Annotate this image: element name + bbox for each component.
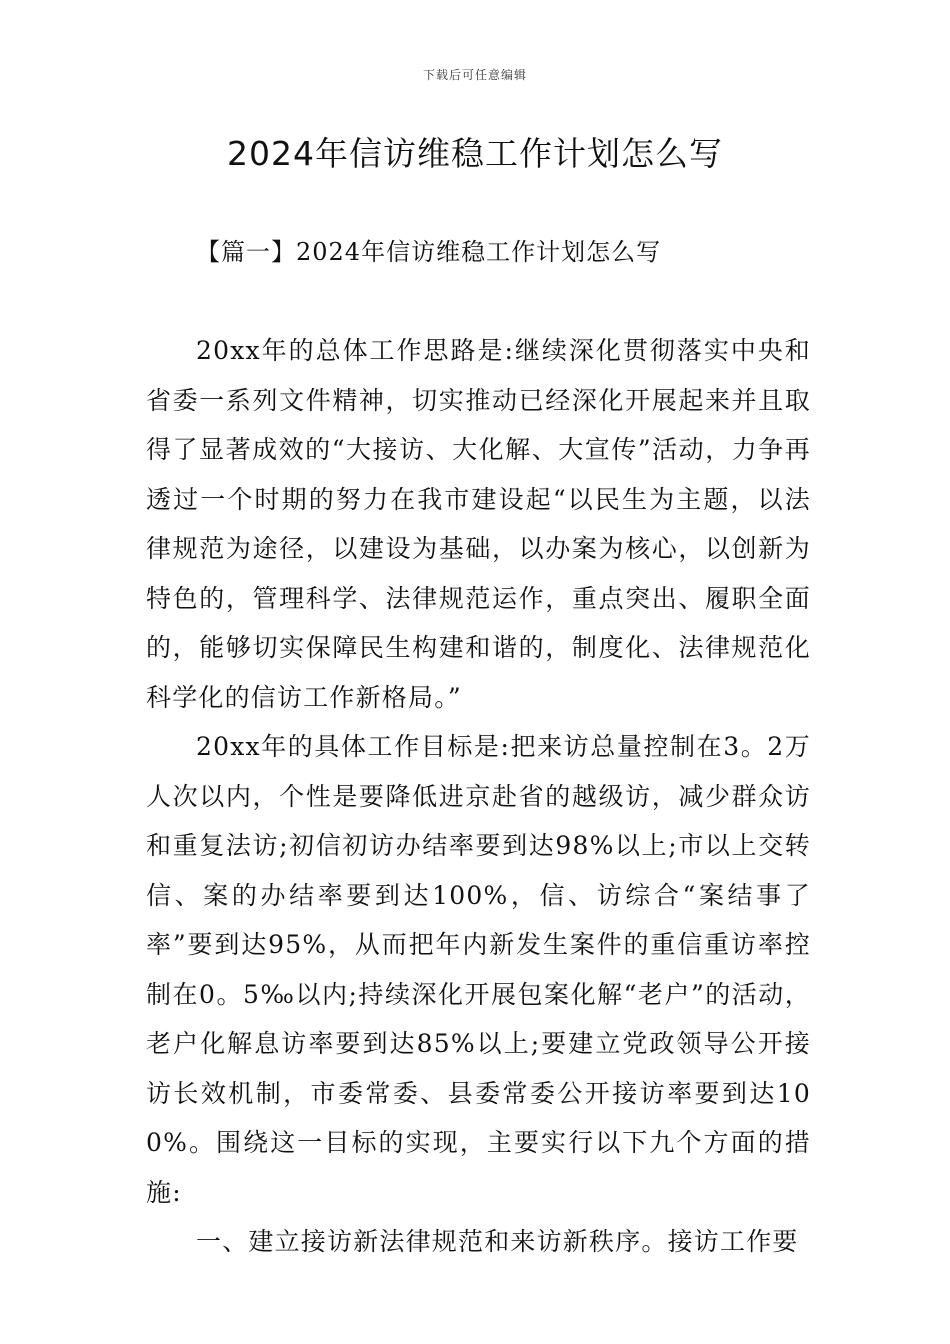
header-note: 下载后可任意编辑 bbox=[422, 68, 527, 82]
paragraph-specific-goals: 20xx年的具体工作目标是:把来访总量控制在3。2万人次以内，个性是要降低进京赴省的越级访，减少群众访和重复法访;初信初访办结率要到达98%以上;市以上交转信、案的办结率要到达100%，信、访综合“案结事了率”要到达95%，从而把年内新发生案件的重信重访率控制在0。5‰以内;持续深化开展包案化解“老户”的活动，老户化解息访率要到达85%以上;要建立党政领导公开接访长效机制，市委常委、县委常委公开接访率要到达100%。围绕这一目标的实现，主要实行以下九个方面的措施: bbox=[146, 732, 811, 1207]
paragraph-measure-one: 一、建立接访新法律规范和来访新秩序。接访工作要 bbox=[196, 1227, 799, 1256]
section-heading: 【篇一】2024年信访维稳工作计划怎么写 bbox=[196, 238, 662, 266]
document-body bbox=[146, 326, 811, 1267]
document-title: 2024年信访维稳工作计划怎么写 bbox=[227, 134, 723, 173]
paragraph-overall-approach: 20xx年的总体工作思路是:继续深化贯彻落实中央和省委一系列文件精神，切实推动已经深化开展起来并且取得了显著成效的“大接访、大化解、大宣传”活动，力争再透过一个时期的努力在我市建设起“以民生为主题，以法律规范为途径，以建设为基础，以办案为核心，以创新为特色的，管理科学、法律规范运作，重点突出、履职全面的，能够切实保障民生构建和谐的，制度化、法律规范化科学化的信访工作新格局。” bbox=[146, 336, 811, 712]
